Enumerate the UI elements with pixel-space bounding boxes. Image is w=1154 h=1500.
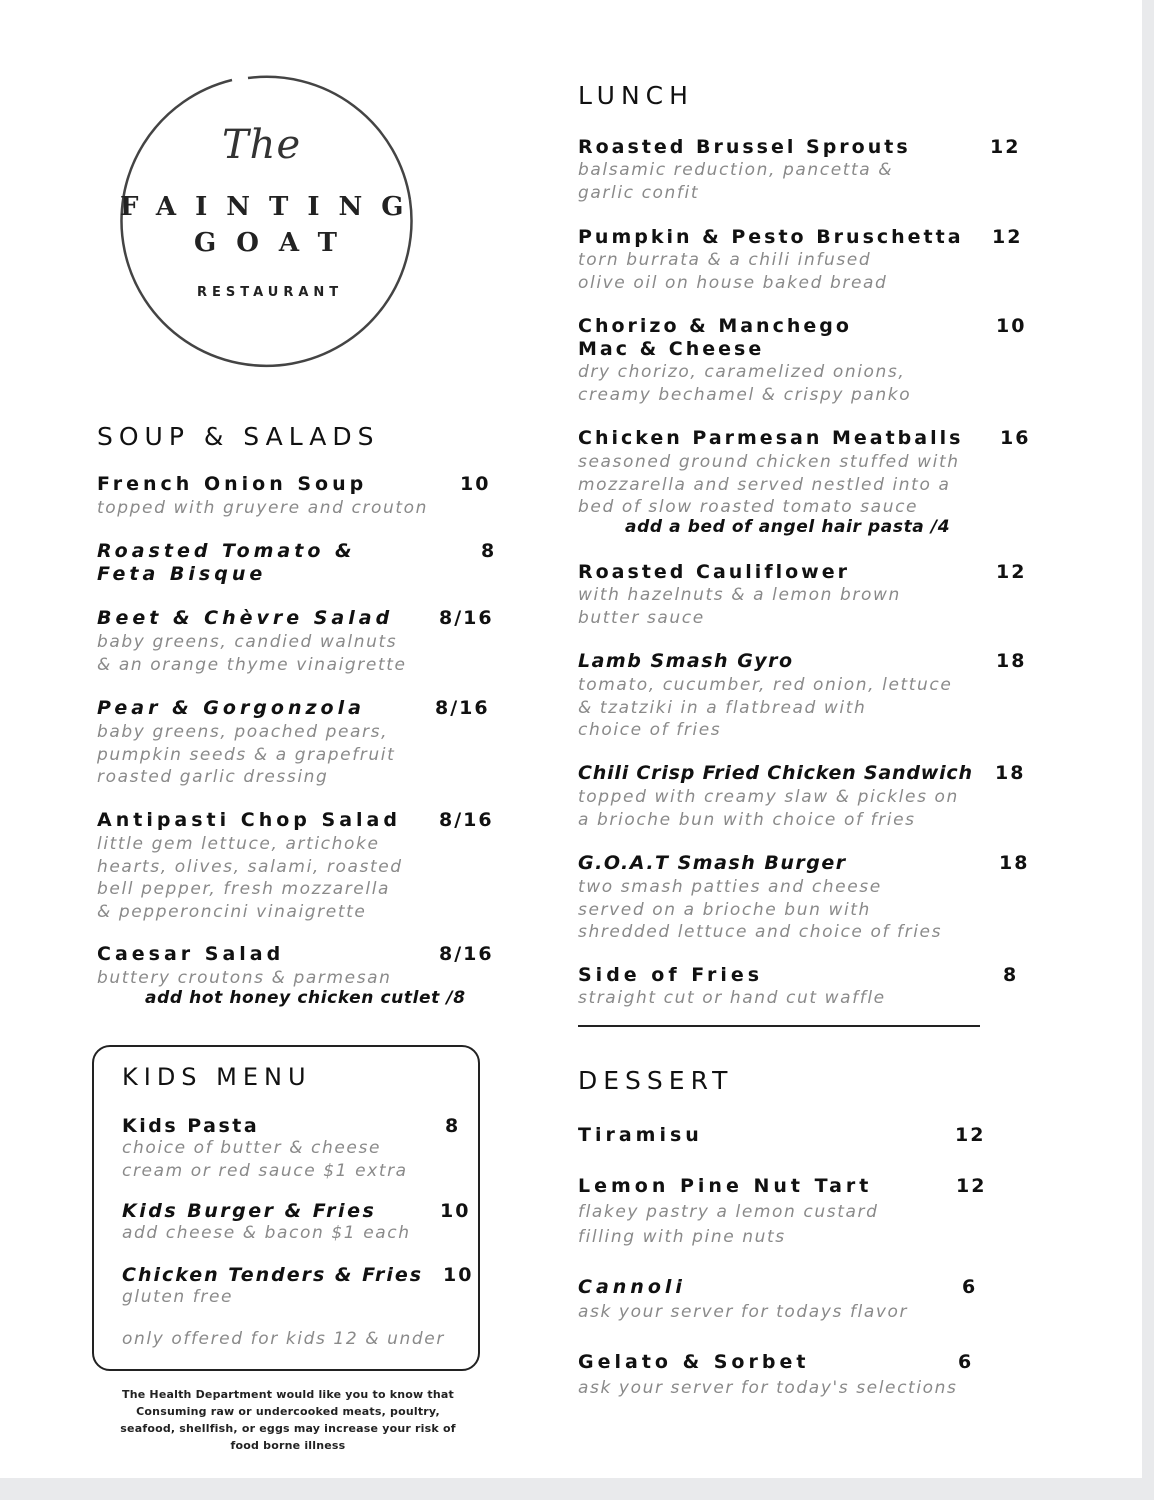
menu-item-price: 12 <box>992 226 1023 248</box>
menu-item-name: Antipasti Chop Salad <box>97 809 401 831</box>
restaurant-logo <box>110 60 430 370</box>
menu-item-addon: add hot honey chicken cutlet /8 <box>145 988 466 1008</box>
menu-item-price: 10 <box>443 1264 474 1286</box>
menu-item-desc: torn burrata & a chili infused olive oil on house baked bread <box>578 250 888 293</box>
lunch-heading: LUNCH <box>578 81 694 110</box>
menu-item-price: 12 <box>996 561 1027 583</box>
menu-item-desc: topped with gruyere and crouton <box>97 498 429 518</box>
logo-script-the: The <box>222 122 302 168</box>
menu-item-name: Beet & Chèvre Salad <box>97 607 394 629</box>
soup-salads-heading: SOUP & SALADS <box>97 422 380 451</box>
menu-item-price: 8 <box>481 540 497 562</box>
menu-item-desc: seasoned ground chicken stuffed with mozzarella and served nestled into a bed of slow roasted tomato sauce <box>578 452 960 517</box>
menu-item-desc: gluten free <box>122 1287 234 1307</box>
menu-item-name: Kids Burger & Fries <box>122 1200 377 1222</box>
menu-item-price: 8/16 <box>435 697 490 719</box>
menu-item-price: 6 <box>962 1276 978 1298</box>
menu-item-price: 10 <box>996 315 1027 337</box>
menu-item-name: Lemon Pine Nut Tart <box>578 1175 873 1197</box>
menu-item-name: G.O.A.T Smash Burger <box>578 852 847 874</box>
menu-item-desc: ask your server for today's selections <box>578 1378 958 1398</box>
menu-item-desc: baby greens, candied walnuts & an orange thyme vinaigrette <box>97 632 407 675</box>
menu-item-price: 18 <box>996 650 1027 672</box>
menu-item-name: Cannoli <box>578 1276 686 1298</box>
menu-item-name: Chorizo & Manchego Mac & Cheese <box>578 315 852 360</box>
menu-item-desc: baby greens, poached pears, pumpkin seeds & a grapefruit roasted garlic dressing <box>97 722 396 787</box>
menu-item-desc: balsamic reduction, pancetta & garlic confit <box>578 160 894 203</box>
menu-item-desc: with hazelnuts & a lemon brown butter sauce <box>578 585 901 628</box>
menu-item-name: Chicken Tenders & Fries <box>122 1264 424 1286</box>
menu-item-desc: two smash patties and cheese served on a brioche bun with shredded lettuce and choice of fries <box>578 877 943 942</box>
menu-item-desc: flakey pastry a lemon custard filling with pine nuts <box>578 1202 879 1247</box>
menu-item-price: 8 <box>1003 964 1019 986</box>
menu-item-desc: ask your server for todays flavor <box>578 1302 909 1322</box>
menu-item-price: 12 <box>990 136 1021 158</box>
menu-item-name: Lamb Smash Gyro <box>578 650 794 672</box>
menu-item-name: Pear & Gorgonzola <box>97 697 365 719</box>
menu-item-name: Tiramisu <box>578 1124 703 1146</box>
menu-item-name: French Onion Soup <box>97 473 368 495</box>
menu-item-price: 8/16 <box>439 607 494 629</box>
menu-item-desc: little gem lettuce, artichoke hearts, olives, salami, roasted bell pepper, fresh mozzarella & pepperoncini vinaigrette <box>97 834 403 922</box>
menu-item-price: 12 <box>956 1175 987 1197</box>
menu-item-desc: buttery croutons & parmesan <box>97 968 392 988</box>
menu-item-price: 10 <box>460 473 491 495</box>
menu-item-name: Roasted Tomato & Feta Bisque <box>97 540 356 585</box>
menu-item-addon: add a bed of angel hair pasta /4 <box>625 517 951 537</box>
kids-menu-note: only offered for kids 12 & under <box>122 1329 445 1349</box>
logo-word-goat: GOAT <box>194 228 357 258</box>
dessert-heading: DESSERT <box>578 1066 734 1095</box>
menu-item-desc: topped with creamy slaw & pickles on a brioche bun with choice of fries <box>578 787 959 830</box>
kids-menu-heading: KIDS MENU <box>122 1063 312 1091</box>
menu-item-name: Chicken Parmesan Meatballs <box>578 427 964 449</box>
menu-item-name: Side of Fries <box>578 964 764 986</box>
menu-item-price: 6 <box>958 1351 974 1373</box>
menu-item-price: 8/16 <box>439 809 494 831</box>
menu-item-desc: straight cut or hand cut waffle <box>578 988 886 1008</box>
menu-item-name: Kids Pasta <box>122 1115 260 1137</box>
menu-item-name: Roasted Brussel Sprouts <box>578 136 911 158</box>
menu-item-price: 18 <box>999 852 1030 874</box>
menu-item-name: Caesar Salad <box>97 943 285 965</box>
menu-item-desc: tomato, cucumber, red onion, lettuce & tzatziki in a flatbread with choice of fries <box>578 675 953 740</box>
section-divider <box>578 1025 980 1027</box>
menu-item-name: Gelato & Sorbet <box>578 1351 810 1373</box>
menu-item-price: 16 <box>1000 427 1031 449</box>
menu-item-price: 12 <box>955 1124 986 1146</box>
menu-item-name: Roasted Cauliflower <box>578 561 850 583</box>
menu-item-desc: add cheese & bacon $1 each <box>122 1223 411 1243</box>
menu-item-price: 18 <box>995 762 1026 784</box>
menu-item-name: Pumpkin & Pesto Bruschetta <box>578 226 964 248</box>
menu-item-desc: dry chorizo, caramelized onions, creamy bechamel & crispy panko <box>578 362 912 405</box>
logo-word-fainting: FAINTING <box>120 192 423 222</box>
logo-subtitle: RESTAURANT <box>197 285 344 300</box>
health-department-notice: The Health Department would like you to know that Consuming raw or undercooked meats, poultry, seafood, shellfish, or eggs may increase your risk of food borne illness <box>120 1388 456 1452</box>
menu-item-price: 8/16 <box>439 943 494 965</box>
menu-item-price: 10 <box>440 1200 471 1222</box>
menu-item-price: 8 <box>445 1115 461 1137</box>
menu-item-desc: choice of butter & cheese cream or red sauce $1 extra <box>122 1138 408 1181</box>
menu-item-name: Chili Crisp Fried Chicken Sandwich <box>578 762 973 784</box>
